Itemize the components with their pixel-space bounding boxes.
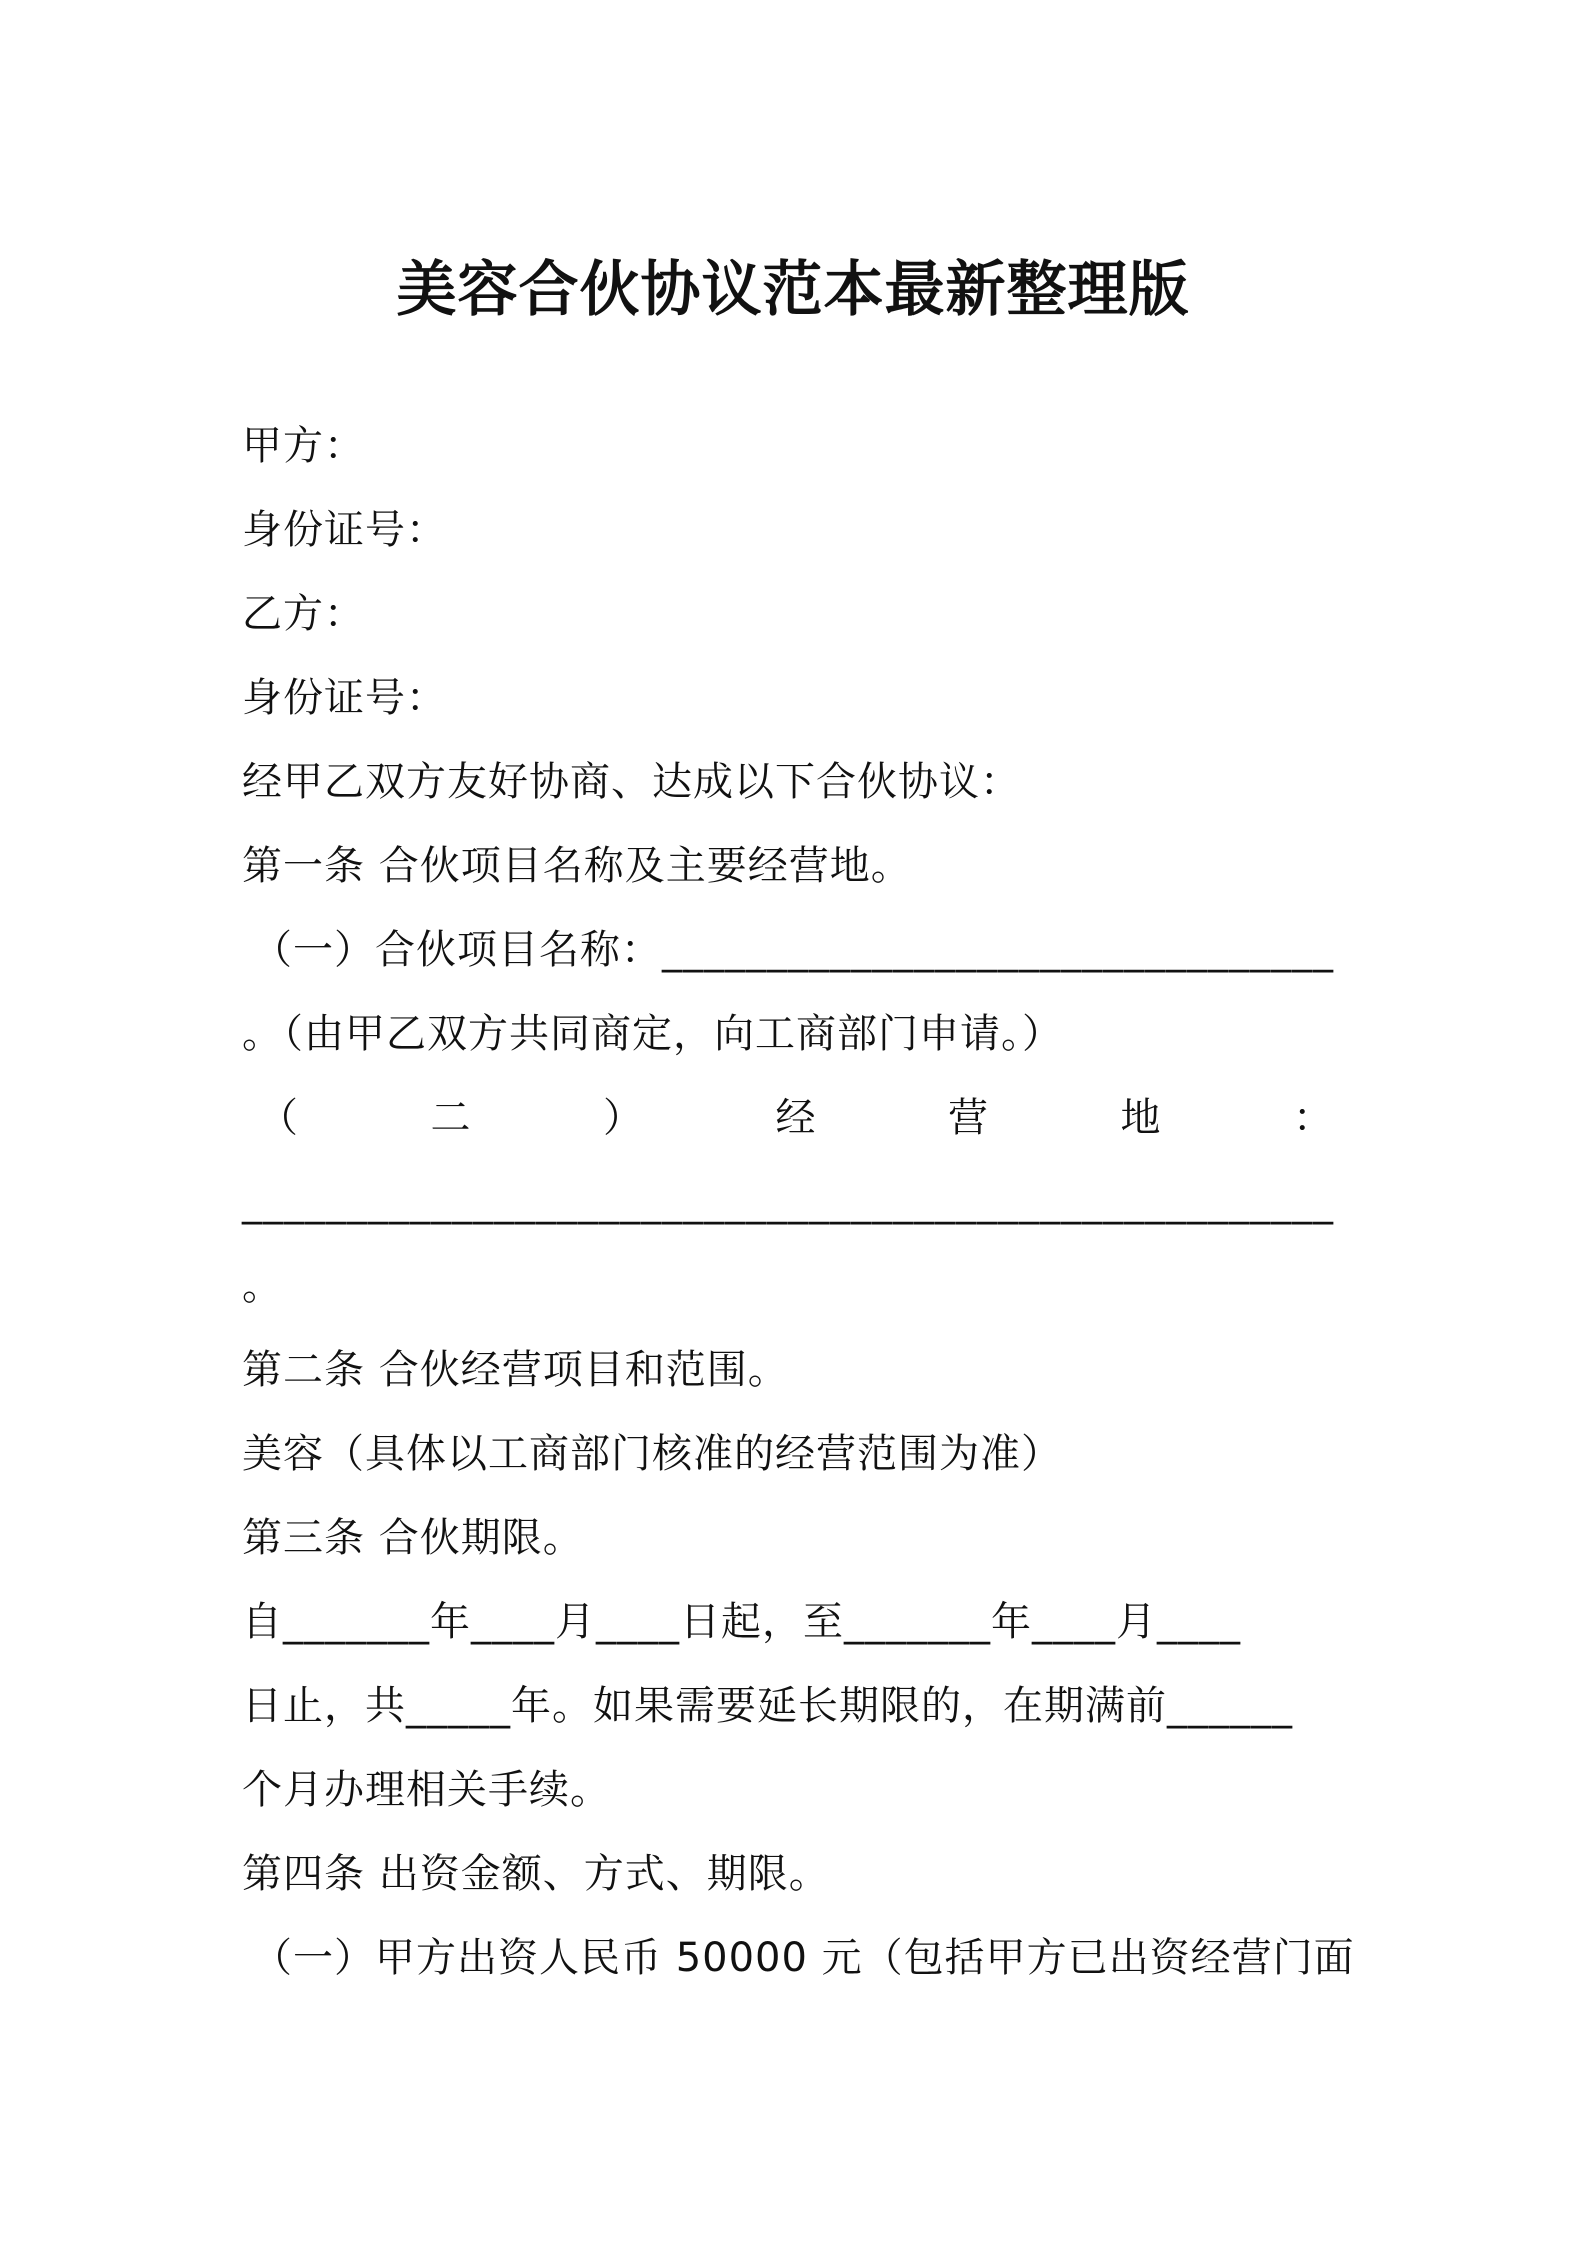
article-1-item-2-end: 。 [242, 1263, 283, 1309]
party-b-label: 乙方： [242, 591, 365, 637]
party-b-id-label: 身份证号： [242, 675, 447, 721]
article-1-item-2-label [258, 1090, 1333, 1146]
spread-char: （ [258, 1095, 298, 1141]
article-2-scope: 美容（具体以工商部门核准的经营范围为准） [242, 1431, 1062, 1477]
article-3-period-line-3: 个月办理相关手续。 [242, 1767, 611, 1813]
document-title: 美容合伙协议范本最新整理版 [396, 255, 1190, 325]
agreement-intro: 经甲乙双方友好协商、达成以下合伙协议： [242, 759, 1021, 805]
article-3-period-line-1: 自_______年____月____日起，至_______年____月____ [242, 1599, 1241, 1645]
spread-char: ： [1293, 1095, 1333, 1141]
article-1-item-1-note: 。（由甲乙双方共同商定，向工商部门申请。） [242, 1011, 1063, 1057]
article-1-heading: 第一条 合伙项目名称及主要经营地。 [242, 843, 912, 889]
spread-char: 地 [1120, 1095, 1161, 1141]
article-4-heading: 第四条 出资金额、方式、期限。 [242, 1851, 830, 1897]
spread-char: 二 [430, 1095, 471, 1141]
spread-char: ） [603, 1095, 643, 1141]
party-a-id-label: 身份证号： [242, 507, 447, 553]
spread-char: 经 [775, 1095, 816, 1141]
article-1-item-2-blank: ____________________________________________________ [242, 1179, 1334, 1225]
party-a-label: 甲方： [242, 423, 365, 469]
spread-char: 营 [948, 1095, 988, 1141]
article-3-period-line-2: 日止，共_____年。如果需要延长期限的，在期满前______ [242, 1683, 1293, 1729]
article-2-heading: 第二条 合伙经营项目和范围。 [242, 1347, 789, 1393]
article-4-item-1: （一）甲方出资人民币 50000 元（包括甲方已出资经营门面 [252, 1935, 1355, 1981]
article-3-heading: 第三条 合伙期限。 [242, 1515, 584, 1561]
article-1-item-1: （一）合伙项目名称：________________________________ [252, 927, 1334, 973]
